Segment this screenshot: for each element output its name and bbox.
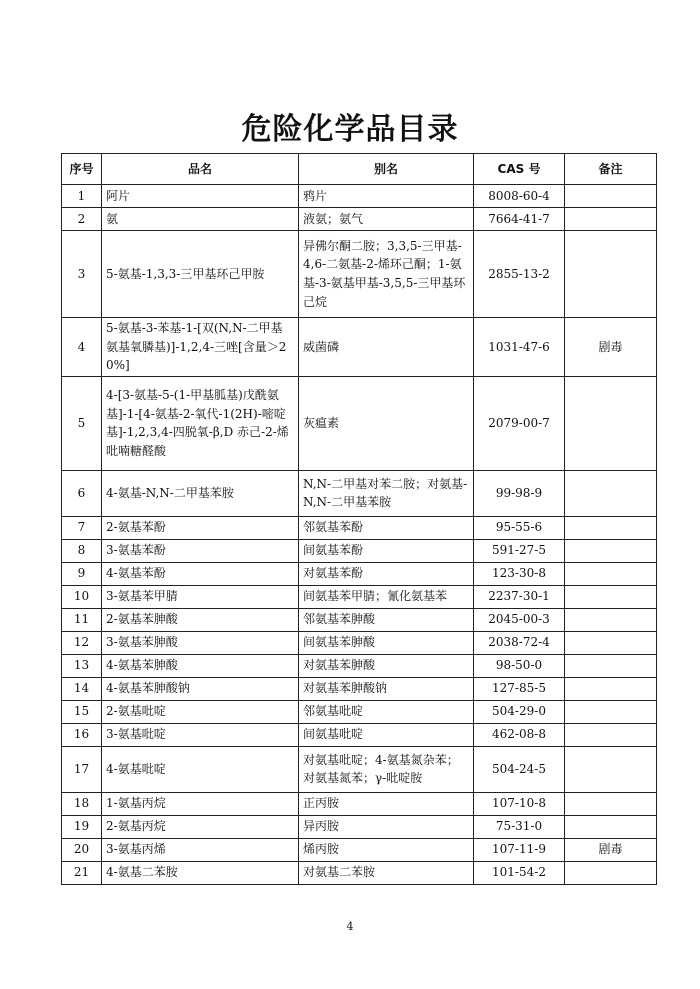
row-note (565, 585, 657, 608)
row-alias: 间氨基吡啶 (299, 723, 474, 746)
row-note: 剧毒 (565, 838, 657, 861)
row-note (565, 677, 657, 700)
row-no: 6 (62, 470, 102, 516)
row-cas: 8008-60-4 (474, 185, 565, 208)
row-note (565, 723, 657, 746)
row-note (565, 376, 657, 470)
row-note (565, 654, 657, 677)
row-cas: 7664-41-7 (474, 208, 565, 231)
row-no: 12 (62, 631, 102, 654)
row-alias: N,N-二甲基对苯二胺；对氨基-N,N-二甲基苯胺 (299, 470, 474, 516)
page-number: 4 (346, 920, 354, 933)
row-note (565, 208, 657, 231)
row-alias: 对氨基吡啶；4-氨基氮杂苯；对氨基氮苯；γ-吡啶胺 (299, 746, 474, 792)
table-row (62, 838, 657, 861)
table-row (62, 231, 657, 318)
row-alias: 异佛尔酮二胺；3,3,5-三甲基-4,6-二氨基-2-烯环己酮；1-氨基-3-氨基甲基-3,5,5-三甲基环己烷 (299, 231, 474, 318)
row-cas: 2038-72-4 (474, 631, 565, 654)
row-cas: 99-98-9 (474, 470, 565, 516)
table-row (62, 185, 657, 208)
table-row (62, 815, 657, 838)
row-no: 7 (62, 516, 102, 539)
row-alias: 对氨基苯胂酸 (299, 654, 474, 677)
row-name: 2-氨基丙烷 (102, 815, 299, 838)
row-alias: 对氨基二苯胺 (299, 861, 474, 884)
table-row (62, 654, 657, 677)
row-name: 2-氨基苯酚 (102, 516, 299, 539)
row-alias: 鸦片 (299, 185, 474, 208)
row-note: 剧毒 (565, 318, 657, 377)
row-no: 2 (62, 208, 102, 231)
row-no: 4 (62, 318, 102, 377)
row-no: 13 (62, 654, 102, 677)
table-row (62, 318, 657, 377)
row-name: 2-氨基吡啶 (102, 700, 299, 723)
table-row (62, 677, 657, 700)
row-no: 5 (62, 376, 102, 470)
row-cas: 127-85-5 (474, 677, 565, 700)
row-note (565, 700, 657, 723)
row-name: 5-氨基-1,3,3-三甲基环己甲胺 (102, 231, 299, 318)
row-note (565, 231, 657, 318)
row-alias: 邻氨基吡啶 (299, 700, 474, 723)
row-name: 3-氨基吡啶 (102, 723, 299, 746)
row-alias: 邻氨基苯酚 (299, 516, 474, 539)
row-note (565, 608, 657, 631)
header-alias: 别名 (299, 154, 474, 185)
row-note (565, 539, 657, 562)
table-row (62, 792, 657, 815)
row-name: 4-氨基苯胂酸钠 (102, 677, 299, 700)
row-cas: 504-29-0 (474, 700, 565, 723)
row-no: 17 (62, 746, 102, 792)
table-row (62, 208, 657, 231)
row-alias: 间氨基苯酚 (299, 539, 474, 562)
row-no: 16 (62, 723, 102, 746)
row-alias: 对氨基苯酚 (299, 562, 474, 585)
row-alias: 烯丙胺 (299, 838, 474, 861)
row-no: 3 (62, 231, 102, 318)
header-no: 序号 (62, 154, 102, 185)
row-name: 4-氨基吡啶 (102, 746, 299, 792)
row-cas: 2237-30-1 (474, 585, 565, 608)
table-row (62, 516, 657, 539)
row-no: 18 (62, 792, 102, 815)
row-cas: 1031-47-6 (474, 318, 565, 377)
row-cas: 101-54-2 (474, 861, 565, 884)
table-row (62, 539, 657, 562)
row-note (565, 792, 657, 815)
row-alias: 正丙胺 (299, 792, 474, 815)
row-cas: 2855-13-2 (474, 231, 565, 318)
row-note (565, 815, 657, 838)
row-name: 2-氨基苯胂酸 (102, 608, 299, 631)
row-name: 5-氨基-3-苯基-1-[双(N,N-二甲基氨基氧膦基)]-1,2,4-三唑[含量＞20%] (102, 318, 299, 377)
row-no: 21 (62, 861, 102, 884)
row-note (565, 631, 657, 654)
row-cas: 95-55-6 (474, 516, 565, 539)
table-row (62, 376, 657, 470)
row-no: 9 (62, 562, 102, 585)
header-note: 备注 (565, 154, 657, 185)
row-note (565, 746, 657, 792)
row-note (565, 470, 657, 516)
table-row (62, 562, 657, 585)
row-alias: 邻氨基苯胂酸 (299, 608, 474, 631)
table-row (62, 470, 657, 516)
table-row (62, 746, 657, 792)
row-no: 11 (62, 608, 102, 631)
row-name: 4-氨基-N,N-二甲基苯胺 (102, 470, 299, 516)
row-cas: 123-30-8 (474, 562, 565, 585)
row-cas: 2079-00-7 (474, 376, 565, 470)
row-name: 1-氨基丙烷 (102, 792, 299, 815)
row-note (565, 516, 657, 539)
header-name: 品名 (102, 154, 299, 185)
row-cas: 98-50-0 (474, 654, 565, 677)
row-name: 4-氨基苯酚 (102, 562, 299, 585)
chemical-catalog-table (61, 153, 657, 885)
table-row (62, 861, 657, 884)
document-title: 危险化学品目录 (241, 112, 459, 147)
table-row (62, 723, 657, 746)
table-row (62, 585, 657, 608)
row-no: 1 (62, 185, 102, 208)
row-cas: 107-11-9 (474, 838, 565, 861)
row-alias: 威菌磷 (299, 318, 474, 377)
row-no: 20 (62, 838, 102, 861)
row-name: 4-氨基苯胂酸 (102, 654, 299, 677)
table-header-row (62, 154, 657, 185)
row-cas: 504-24-5 (474, 746, 565, 792)
row-name: 氨 (102, 208, 299, 231)
row-note (565, 185, 657, 208)
row-cas: 462-08-8 (474, 723, 565, 746)
row-no: 14 (62, 677, 102, 700)
table-row (62, 700, 657, 723)
row-cas: 591-27-5 (474, 539, 565, 562)
row-cas: 75-31-0 (474, 815, 565, 838)
row-name: 3-氨基苯胂酸 (102, 631, 299, 654)
row-alias: 间氨基苯甲腈；氰化氨基苯 (299, 585, 474, 608)
row-alias: 间氨基苯胂酸 (299, 631, 474, 654)
row-note (565, 562, 657, 585)
row-name: 4-[3-氨基-5-(1-甲基胍基)戊酰氨基]-1-[4-氨基-2-氧代-1(2H)-嘧啶基]-1,2,3,4-四脱氧-β,D 赤己-2-烯吡喃糖醛酸 (102, 376, 299, 470)
row-name: 3-氨基苯酚 (102, 539, 299, 562)
row-name: 4-氨基二苯胺 (102, 861, 299, 884)
row-no: 8 (62, 539, 102, 562)
row-name: 3-氨基丙烯 (102, 838, 299, 861)
row-cas: 107-10-8 (474, 792, 565, 815)
row-no: 15 (62, 700, 102, 723)
row-no: 10 (62, 585, 102, 608)
header-cas: CAS 号 (474, 154, 565, 185)
row-alias: 液氨；氨气 (299, 208, 474, 231)
row-note (565, 861, 657, 884)
row-cas: 2045-00-3 (474, 608, 565, 631)
row-alias: 对氨基苯胂酸钠 (299, 677, 474, 700)
row-name: 3-氨基苯甲腈 (102, 585, 299, 608)
table-row (62, 608, 657, 631)
row-alias: 异丙胺 (299, 815, 474, 838)
row-alias: 灰瘟素 (299, 376, 474, 470)
row-no: 19 (62, 815, 102, 838)
table-row (62, 631, 657, 654)
row-name: 阿片 (102, 185, 299, 208)
